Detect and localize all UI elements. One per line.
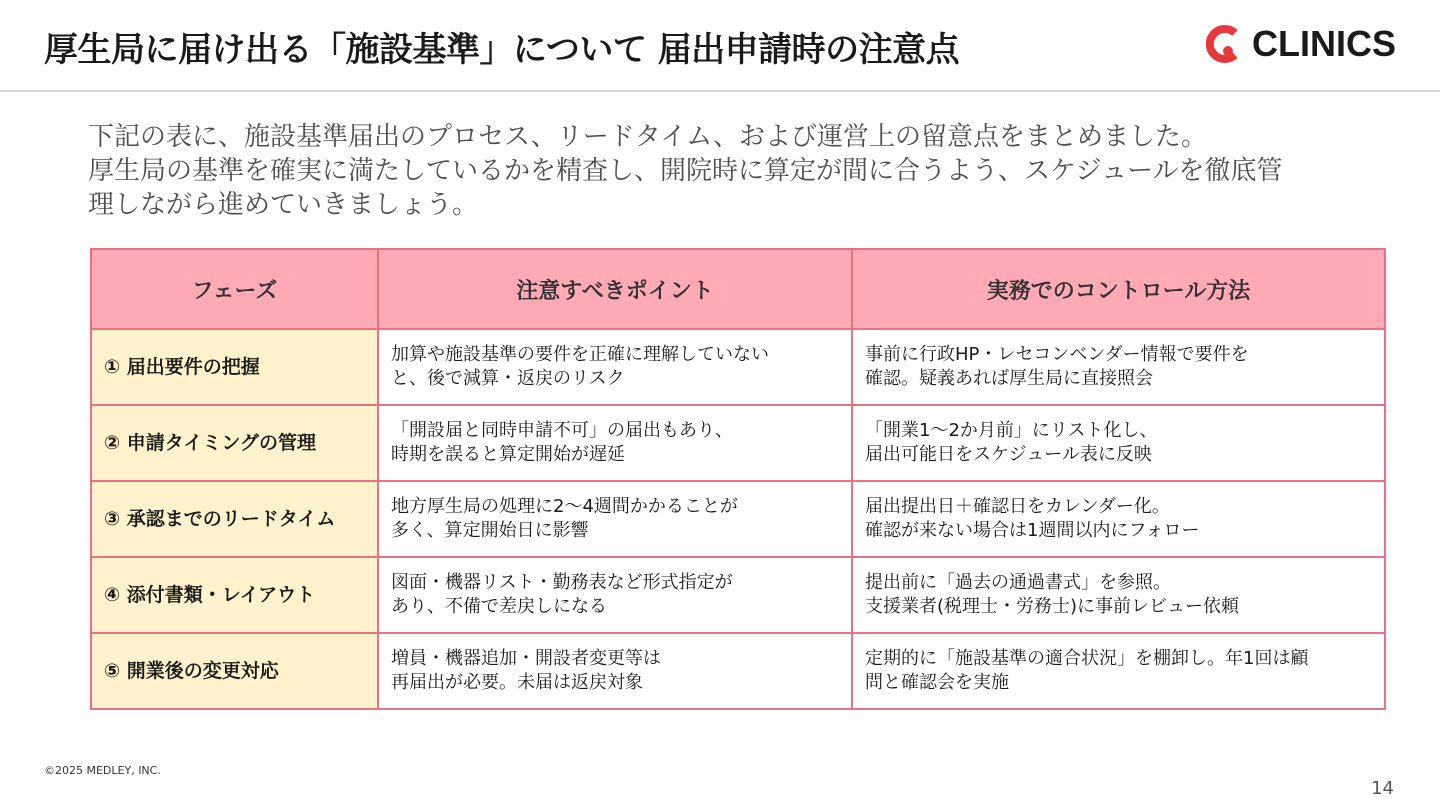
intro-line: 理しながら進めていきましょう。 xyxy=(88,190,479,220)
table-row xyxy=(91,481,1385,557)
header-control: 実務でのコントロール方法 xyxy=(852,249,1385,329)
table-header-row xyxy=(91,249,1385,329)
control-line: 確認。疑義あれば厚生局に直接照会 xyxy=(865,368,1153,389)
table-row xyxy=(91,633,1385,709)
control-line: 事前に行政HP・レセコンベンダー情報で要件を xyxy=(865,344,1249,365)
point-line: 地方厚生局の処理に2〜4週間かかることが xyxy=(391,496,738,517)
control-cell xyxy=(852,405,1385,481)
table-row xyxy=(91,557,1385,633)
phase-cell: ⑤ 開業後の変更対応 xyxy=(91,633,378,709)
slide-header xyxy=(0,0,1440,92)
control-cell xyxy=(852,557,1385,633)
control-line: 確認が来ない場合は1週間以内にフォロー xyxy=(865,520,1200,541)
phase-cell: ② 申請タイミングの管理 xyxy=(91,405,378,481)
table-row xyxy=(91,405,1385,481)
control-line: 提出前に「過去の通過書式」を参照。 xyxy=(865,572,1171,593)
intro-line: 厚生局の基準を確実に満たしているかを精査し、開院時に算定が間に合うよう、スケジュールを徹底管 xyxy=(88,156,1283,186)
point-cell xyxy=(378,481,852,557)
table-row xyxy=(91,329,1385,405)
clinics-logo-icon xyxy=(1204,24,1244,64)
control-line: 問と確認会を実施 xyxy=(865,672,1009,693)
notes-table xyxy=(90,248,1386,710)
copyright: ©2025 MEDLEY, INC. xyxy=(44,764,161,777)
control-cell xyxy=(852,481,1385,557)
point-line: 再届出が必要。未届は返戻対象 xyxy=(391,672,643,693)
point-line: 「開設届と同時申請不可」の届出もあり、 xyxy=(391,420,733,441)
point-cell xyxy=(378,405,852,481)
point-line: と、後で減算・返戻のリスク xyxy=(391,368,625,389)
phase-cell: ① 届出要件の把握 xyxy=(91,329,378,405)
header-phase: フェーズ xyxy=(91,249,378,329)
clinics-logo xyxy=(1204,22,1396,66)
point-cell xyxy=(378,329,852,405)
control-line: 「開業1〜2か月前」にリスト化し、 xyxy=(865,420,1158,441)
control-line: 定期的に「施設基準の適合状況」を棚卸し。年1回は顧 xyxy=(865,648,1309,669)
header-point: 注意すべきポイント xyxy=(378,249,852,329)
point-line: 時期を誤ると算定開始が遅延 xyxy=(391,444,625,465)
point-line: 図面・機器リスト・勤務表など形式指定が xyxy=(391,572,733,593)
intro-text xyxy=(88,120,1388,222)
intro-line: 下記の表に、施設基準届出のプロセス、リードタイム、および運営上の留意点をまとめました。 xyxy=(88,122,1208,152)
page-title: 厚生局に届け出る「施設基準」について 届出申請時の注意点 xyxy=(44,30,960,70)
point-line: 増員・機器追加・開設者変更等は xyxy=(391,648,661,669)
point-cell xyxy=(378,557,852,633)
phase-cell: ③ 承認までのリードタイム xyxy=(91,481,378,557)
control-line: 届出提出日＋確認日をカレンダー化。 xyxy=(865,496,1170,517)
page-number: 14 xyxy=(1371,778,1394,799)
control-cell xyxy=(852,329,1385,405)
point-line: あり、不備で差戻しになる xyxy=(391,596,607,617)
clinics-logo-text: CLINICS xyxy=(1252,23,1396,64)
phase-cell: ④ 添付書類・レイアウト xyxy=(91,557,378,633)
point-line: 多く、算定開始日に影響 xyxy=(391,520,589,541)
control-cell xyxy=(852,633,1385,709)
control-line: 届出可能日をスケジュール表に反映 xyxy=(865,444,1152,465)
point-cell xyxy=(378,633,852,709)
point-line: 加算や施設基準の要件を正確に理解していない xyxy=(391,344,769,365)
control-line: 支援業者(税理士・労務士)に事前レビュー依頼 xyxy=(865,596,1240,617)
